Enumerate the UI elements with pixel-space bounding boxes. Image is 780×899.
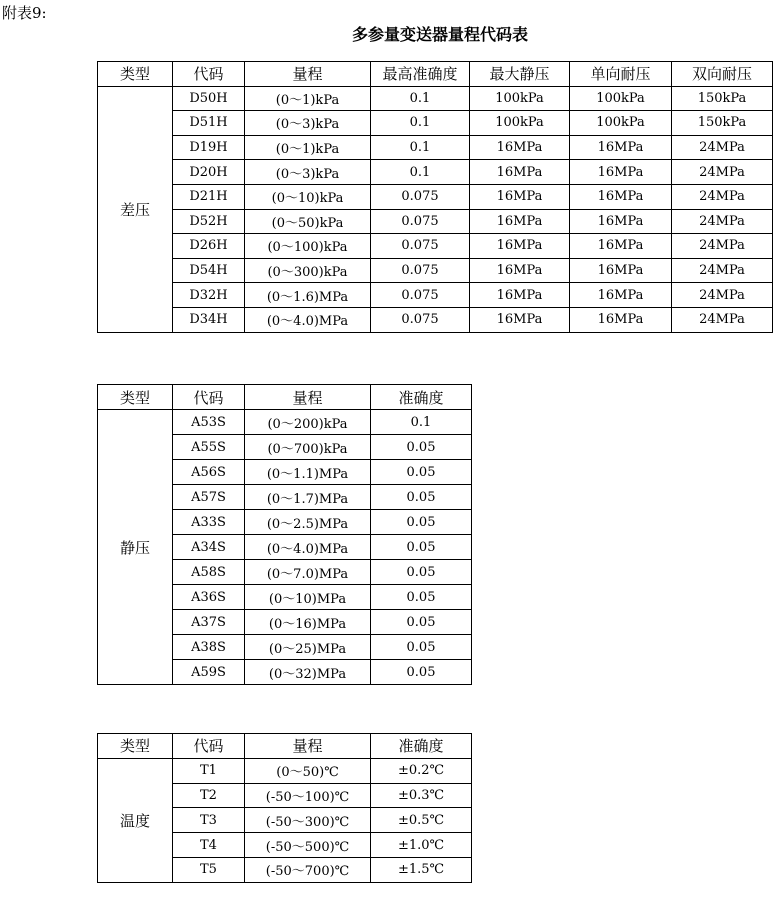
type-cell: 静压 <box>98 410 173 685</box>
table-body <box>98 758 472 882</box>
code-cell: D34H <box>173 307 245 332</box>
table-header-row <box>98 385 472 410</box>
range-cell: (0～1.6)MPa <box>245 283 371 308</box>
code-cell: A33S <box>173 510 245 535</box>
table-row <box>98 283 773 308</box>
header-max-accuracy: 最高准确度 <box>371 62 470 87</box>
header-range: 量程 <box>245 385 371 410</box>
double-side-overpressure-cell: 150kPa <box>672 86 773 111</box>
range-cell: (0～50)kPa <box>245 209 371 234</box>
range-cell: (0～32)MPa <box>245 660 371 685</box>
code-cell: A38S <box>173 635 245 660</box>
single-side-overpressure-cell: 100kPa <box>570 111 672 136</box>
header-range: 量程 <box>245 62 371 87</box>
max-static-pressure-cell: 16MPa <box>470 160 570 185</box>
table-row <box>98 86 773 111</box>
range-cell: (-50～300)℃ <box>245 808 371 833</box>
code-cell: A37S <box>173 610 245 635</box>
range-cell: (0～100)kPa <box>245 234 371 259</box>
max-static-pressure-cell: 16MPa <box>470 258 570 283</box>
code-cell: A57S <box>173 485 245 510</box>
appendix-label: 附表9: <box>2 4 47 22</box>
code-cell: D54H <box>173 258 245 283</box>
table-row <box>98 234 773 259</box>
type-cell: 温度 <box>98 758 173 882</box>
max-accuracy-cell: 0.075 <box>371 234 470 259</box>
range-cell: (0～1.1)MPa <box>245 460 371 485</box>
single-side-overpressure-cell: 16MPa <box>570 283 672 308</box>
header-accuracy: 准确度 <box>371 385 472 410</box>
code-cell: D32H <box>173 283 245 308</box>
header-code: 代码 <box>173 734 245 759</box>
header-double-side-overpressure: 双向耐压 <box>672 62 773 87</box>
range-cell: (0～300)kPa <box>245 258 371 283</box>
code-cell: D50H <box>173 86 245 111</box>
header-code: 代码 <box>173 62 245 87</box>
double-side-overpressure-cell: 24MPa <box>672 135 773 160</box>
single-side-overpressure-cell: 16MPa <box>570 234 672 259</box>
max-accuracy-cell: 0.075 <box>371 209 470 234</box>
code-cell: A59S <box>173 660 245 685</box>
double-side-overpressure-cell: 24MPa <box>672 184 773 209</box>
code-cell: A58S <box>173 560 245 585</box>
double-side-overpressure-cell: 150kPa <box>672 111 773 136</box>
code-cell: A34S <box>173 535 245 560</box>
table-row <box>98 307 773 332</box>
table-row <box>98 160 773 185</box>
range-cell: (0～7.0)MPa <box>245 560 371 585</box>
max-static-pressure-cell: 16MPa <box>470 135 570 160</box>
single-side-overpressure-cell: 16MPa <box>570 209 672 234</box>
accuracy-cell: ±0.3℃ <box>371 783 472 808</box>
max-accuracy-cell: 0.075 <box>371 184 470 209</box>
double-side-overpressure-cell: 24MPa <box>672 209 773 234</box>
accuracy-cell: 0.05 <box>371 585 472 610</box>
range-cell: (0～4.0)MPa <box>245 307 371 332</box>
accuracy-cell: 0.05 <box>371 510 472 535</box>
accuracy-cell: 0.05 <box>371 560 472 585</box>
range-cell: (0～2.5)MPa <box>245 510 371 535</box>
code-cell: T5 <box>173 857 245 882</box>
code-cell: A53S <box>173 410 245 435</box>
type-cell: 差压 <box>98 86 173 332</box>
range-cell: (0～1)kPa <box>245 135 371 160</box>
range-cell: (0～3)kPa <box>245 111 371 136</box>
range-cell: (0～10)kPa <box>245 184 371 209</box>
single-side-overpressure-cell: 16MPa <box>570 160 672 185</box>
accuracy-cell: 0.05 <box>371 485 472 510</box>
accuracy-cell: ±0.5℃ <box>371 808 472 833</box>
single-side-overpressure-cell: 16MPa <box>570 184 672 209</box>
accuracy-cell: ±1.5℃ <box>371 857 472 882</box>
range-cell: (0～16)MPa <box>245 610 371 635</box>
header-type: 类型 <box>98 385 173 410</box>
code-cell: T4 <box>173 833 245 858</box>
range-cell: (0～1)kPa <box>245 86 371 111</box>
accuracy-cell: 0.05 <box>371 610 472 635</box>
header-range: 量程 <box>245 734 371 759</box>
header-single-side-overpressure: 单向耐压 <box>570 62 672 87</box>
table-row <box>98 410 472 435</box>
max-accuracy-cell: 0.1 <box>371 160 470 185</box>
accuracy-cell: 0.05 <box>371 460 472 485</box>
single-side-overpressure-cell: 100kPa <box>570 86 672 111</box>
code-cell: D52H <box>173 209 245 234</box>
code-cell: T1 <box>173 758 245 783</box>
range-cell: (-50～500)℃ <box>245 833 371 858</box>
range-cell: (0～10)MPa <box>245 585 371 610</box>
static-pressure-table <box>97 384 472 685</box>
header-accuracy: 准确度 <box>371 734 472 759</box>
range-cell: (0～4.0)MPa <box>245 535 371 560</box>
max-accuracy-cell: 0.075 <box>371 307 470 332</box>
code-cell: D51H <box>173 111 245 136</box>
single-side-overpressure-cell: 16MPa <box>570 307 672 332</box>
table-row <box>98 209 773 234</box>
max-accuracy-cell: 0.1 <box>371 135 470 160</box>
header-max-static-pressure: 最大静压 <box>470 62 570 87</box>
range-cell: (0～1.7)MPa <box>245 485 371 510</box>
code-cell: D20H <box>173 160 245 185</box>
range-cell: (0～25)MPa <box>245 635 371 660</box>
code-cell: D21H <box>173 184 245 209</box>
temperature-table <box>97 733 472 883</box>
accuracy-cell: 0.1 <box>371 410 472 435</box>
max-static-pressure-cell: 16MPa <box>470 234 570 259</box>
accuracy-cell: 0.05 <box>371 435 472 460</box>
table-body <box>98 410 472 685</box>
header-type: 类型 <box>98 734 173 759</box>
double-side-overpressure-cell: 24MPa <box>672 307 773 332</box>
max-static-pressure-cell: 100kPa <box>470 86 570 111</box>
table-row <box>98 758 472 783</box>
max-accuracy-cell: 0.1 <box>371 111 470 136</box>
max-accuracy-cell: 0.075 <box>371 283 470 308</box>
double-side-overpressure-cell: 24MPa <box>672 234 773 259</box>
header-type: 类型 <box>98 62 173 87</box>
double-side-overpressure-cell: 24MPa <box>672 258 773 283</box>
table-row <box>98 184 773 209</box>
accuracy-cell: 0.05 <box>371 660 472 685</box>
table-body <box>98 86 773 332</box>
accuracy-cell: ±1.0℃ <box>371 833 472 858</box>
accuracy-cell: ±0.2℃ <box>371 758 472 783</box>
code-cell: A36S <box>173 585 245 610</box>
max-accuracy-cell: 0.075 <box>371 258 470 283</box>
range-cell: (0～3)kPa <box>245 160 371 185</box>
range-cell: (0～700)kPa <box>245 435 371 460</box>
double-side-overpressure-cell: 24MPa <box>672 160 773 185</box>
header-code: 代码 <box>173 385 245 410</box>
max-static-pressure-cell: 16MPa <box>470 307 570 332</box>
code-cell: T3 <box>173 808 245 833</box>
code-cell: A56S <box>173 460 245 485</box>
single-side-overpressure-cell: 16MPa <box>570 258 672 283</box>
table-row <box>98 111 773 136</box>
table-row <box>98 258 773 283</box>
accuracy-cell: 0.05 <box>371 635 472 660</box>
page-title: 多参量变送器量程代码表 <box>351 25 528 44</box>
range-cell: (0～50)℃ <box>245 758 371 783</box>
code-cell: D26H <box>173 234 245 259</box>
max-accuracy-cell: 0.1 <box>371 86 470 111</box>
max-static-pressure-cell: 16MPa <box>470 209 570 234</box>
max-static-pressure-cell: 16MPa <box>470 184 570 209</box>
table-header-row <box>98 734 472 759</box>
range-cell: (0～200)kPa <box>245 410 371 435</box>
max-static-pressure-cell: 16MPa <box>470 283 570 308</box>
differential-pressure-table <box>97 61 773 333</box>
single-side-overpressure-cell: 16MPa <box>570 135 672 160</box>
table-header-row <box>98 62 773 87</box>
accuracy-cell: 0.05 <box>371 535 472 560</box>
code-cell: A55S <box>173 435 245 460</box>
range-cell: (-50～100)℃ <box>245 783 371 808</box>
double-side-overpressure-cell: 24MPa <box>672 283 773 308</box>
table-row <box>98 135 773 160</box>
max-static-pressure-cell: 100kPa <box>470 111 570 136</box>
code-cell: D19H <box>173 135 245 160</box>
code-cell: T2 <box>173 783 245 808</box>
range-cell: (-50～700)℃ <box>245 857 371 882</box>
